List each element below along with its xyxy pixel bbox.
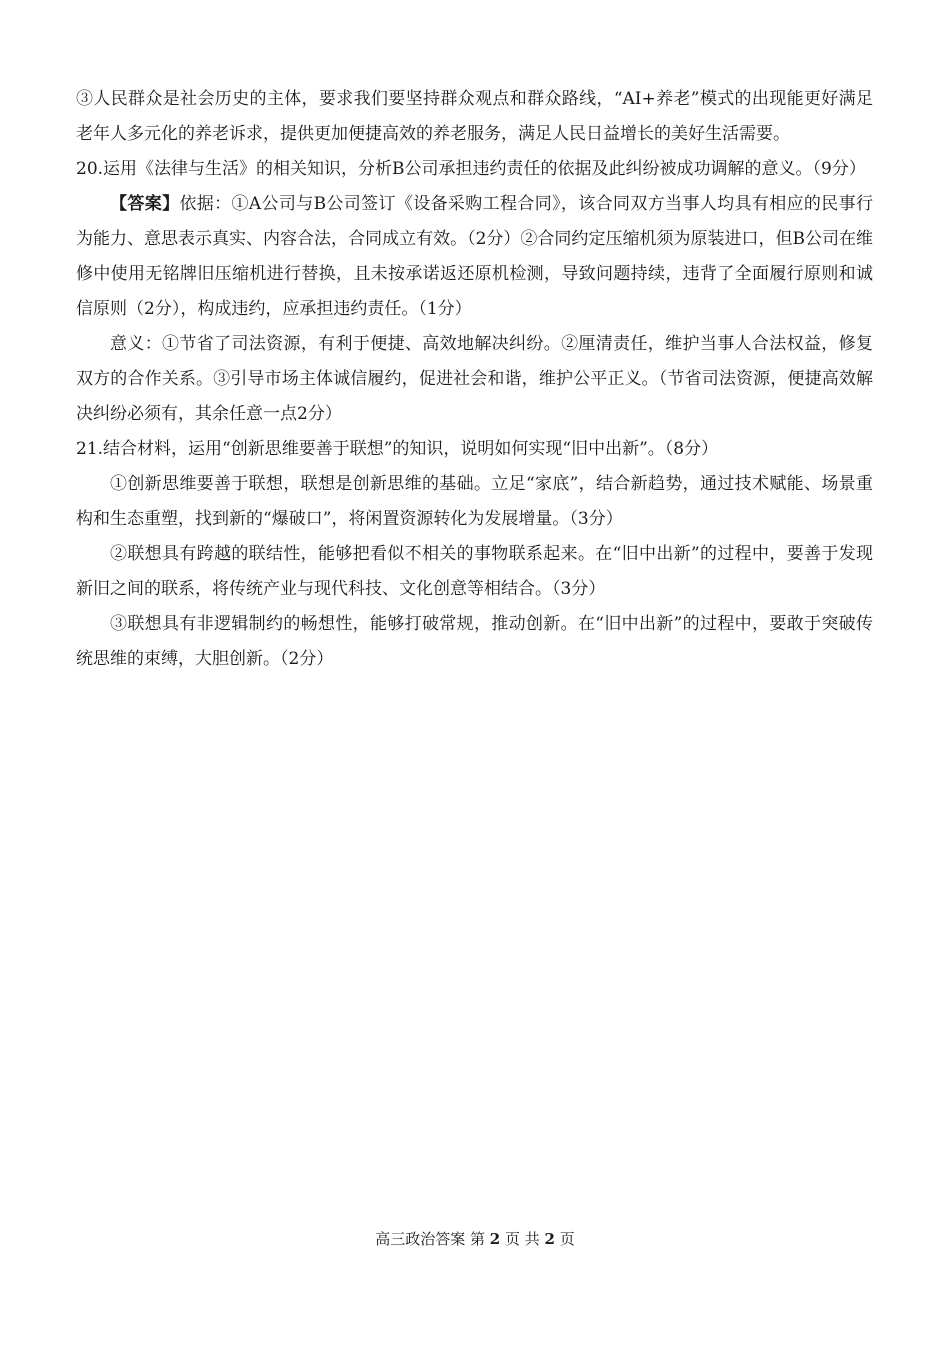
page-footer (0, 1229, 950, 1249)
footer-total-pages: 2 (544, 1230, 555, 1248)
footer-current-page: 2 (489, 1230, 501, 1248)
paragraph-q19-point3: ③人民群众是社会历史的主体，要求我们要坚持群众观点和群众路线，“AI+养老”模式的出现能更好满足老年人多元化的养老诉求，提供更加便捷高效的养老服务，满足人民日益增长的美好生活需要。 (76, 89, 873, 144)
footer-suffix: 页 (559, 1230, 575, 1248)
answer-21-point2: ②联想具有跨越的联结性，能够把看似不相关的事物联系起来。在“旧中出新”的过程中，要善于发现新旧之间的联系，将传统产业与现代科技、文化创意等相结合。（3分） (76, 544, 873, 599)
answer-20-basis (76, 187, 873, 327)
question-20: 20.运用《法律与生活》的相关知识，分析B公司承担违约责任的依据及此纠纷被成功调解的意义。（9分） (76, 159, 866, 179)
answer-tag: 【答案】 (110, 194, 180, 214)
question-21: 21.结合材料，运用“创新思维要善于联想”的知识，说明如何实现“旧中出新”。（8分） (76, 439, 719, 459)
answer-21-point1: ①创新思维要善于联想，联想是创新思维的基础。立足“家底”，结合新趋势，通过技术赋能、场景重构和生态重塑，找到新的“爆破口”，将闲置资源转化为发展增量。（3分） (76, 474, 873, 529)
answer-20-basis-text: 依据：①A公司与B公司签订《设备采购工程合同》，该合同双方当事人均具有相应的民事行为能力、意思表示真实、内容合法，合同成立有效。（2分）②合同约定压缩机须为原装进口，但B公司在维修中使用无铭牌旧压缩机进行替换，且未按承诺返还原机检测，导致问题持续，违背了全面履行原则和诚信原则（2分），构成违约，应承担违约责任。（1分） (76, 194, 873, 319)
answer-20-significance: 意义：①节省了司法资源，有利于便捷、高效地解决纠纷。②厘清责任，维护当事人合法权益，修复双方的合作关系。③引导市场主体诚信履约，促进社会和谐，维护公平正义。（节省司法资源，便捷高效解决纠纷必须有，其余任意一点2分） (76, 334, 873, 424)
answer-21-point3: ③联想具有非逻辑制约的畅想性，能够打破常规，推动创新。在“旧中出新”的过程中，要敢于突破传统思维的束缚，大胆创新。（2分） (76, 614, 873, 669)
answer-sheet-body (76, 82, 873, 677)
footer-middle: 页 共 (504, 1230, 540, 1248)
footer-prefix: 高三政治答案 第 (375, 1230, 485, 1248)
